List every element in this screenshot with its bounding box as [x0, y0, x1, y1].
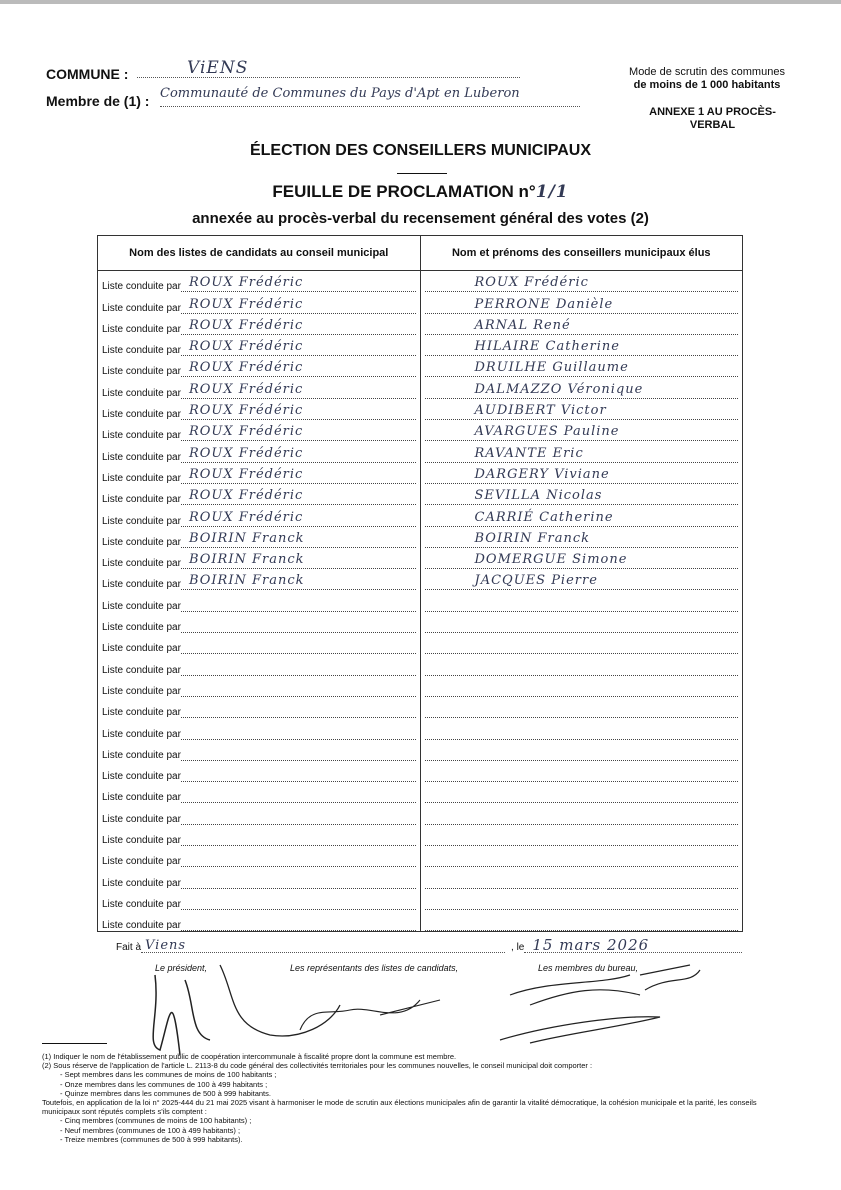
elected-cell: [420, 867, 743, 888]
elected-name: [425, 829, 739, 846]
row-prefix: Liste conduite par: [102, 558, 181, 570]
elected-name: RAVANTE Eric: [425, 446, 739, 463]
row-prefix: Liste conduite par: [102, 451, 181, 463]
bureau-signature-3: [500, 1017, 660, 1043]
row-prefix: Liste conduite par: [102, 877, 181, 889]
elected-name: [425, 765, 739, 782]
elected-cell: [420, 441, 743, 462]
row-prefix: Liste conduite par: [102, 366, 181, 378]
list-cell: [98, 697, 421, 718]
elected-table: [97, 235, 743, 932]
elected-cell: [420, 314, 743, 335]
table-row: [98, 420, 743, 441]
table-row: [98, 377, 743, 398]
table-row: [98, 654, 743, 675]
list-leader: [181, 744, 416, 761]
table-row: [98, 612, 743, 633]
footnote-2-item: - Quinze membres dans les communes de 500 à 999 habitants.: [60, 1088, 271, 1098]
elected-name: AUDIBERT Victor: [425, 403, 739, 420]
mode-scrutin-line2: de moins de 1 000 habitants: [633, 79, 781, 91]
list-leader: ROUX Frédéric: [181, 424, 416, 441]
membre-label: Membre de (1) :: [46, 93, 150, 109]
list-cell: [98, 335, 421, 356]
elected-cell: [420, 356, 743, 377]
subtitle-prefix: FEUILLE DE PROCLAMATION n°: [272, 182, 536, 201]
row-prefix: Liste conduite par: [102, 643, 181, 655]
elected-cell: [420, 548, 743, 569]
row-prefix: Liste conduite par: [102, 281, 181, 293]
footnotes: [42, 1052, 782, 1144]
row-prefix: Liste conduite par: [102, 387, 181, 399]
list-leader: [181, 914, 416, 931]
elected-name: DALMAZZO Véronique: [425, 382, 739, 399]
elected-cell: [420, 654, 743, 675]
elected-cell: [420, 420, 743, 441]
row-prefix: Liste conduite par: [102, 771, 181, 783]
list-cell: [98, 314, 421, 335]
list-leader: [181, 786, 416, 803]
elected-cell: [420, 590, 743, 611]
table-row: [98, 889, 743, 910]
table-row: [98, 335, 743, 356]
list-leader: [181, 829, 416, 846]
list-cell: [98, 463, 421, 484]
elected-cell: [420, 740, 743, 761]
table-row: [98, 569, 743, 590]
row-prefix: Liste conduite par: [102, 622, 181, 634]
table-row: [98, 463, 743, 484]
footnote-divider: [42, 1043, 107, 1044]
elected-cell: [420, 782, 743, 803]
footnote-2-item: - Sept membres dans les communes de moins de 100 habitants ;: [60, 1070, 277, 1080]
list-cell: [98, 612, 421, 633]
list-leader: ROUX Frédéric: [181, 275, 416, 292]
elected-name: BOIRIN Franck: [425, 531, 739, 548]
row-prefix: Liste conduite par: [102, 345, 181, 357]
elected-name: [425, 723, 739, 740]
elected-name: [425, 850, 739, 867]
row-prefix: Liste conduite par: [102, 813, 181, 825]
list-cell: [98, 633, 421, 654]
list-cell: [98, 910, 421, 932]
row-prefix: Liste conduite par: [102, 472, 181, 484]
scan-edge: [0, 0, 841, 4]
list-cell: [98, 377, 421, 398]
date-label: , le: [511, 942, 525, 953]
elected-name: [425, 786, 739, 803]
president-label: Le président,: [155, 963, 208, 973]
list-leader: ROUX Frédéric: [181, 510, 416, 527]
row-prefix: Liste conduite par: [102, 920, 181, 932]
elected-name: ROUX Frédéric: [425, 275, 739, 292]
row-prefix: Liste conduite par: [102, 536, 181, 548]
list-leader: ROUX Frédéric: [181, 446, 416, 463]
table-row: [98, 867, 743, 888]
list-leader: [181, 872, 416, 889]
elected-name: [425, 893, 739, 910]
table-row: [98, 505, 743, 526]
signatures: [100, 955, 760, 1055]
list-leader: [181, 723, 416, 740]
subtitle: annexée au procès-verbal du recensement général des votes (2): [192, 210, 649, 227]
list-leader: ROUX Frédéric: [181, 488, 416, 505]
document-title: ÉLECTION DES CONSEILLERS MUNICIPAUX: [249, 142, 592, 159]
row-prefix: Liste conduite par: [102, 685, 181, 697]
elected-name: [425, 637, 739, 654]
elected-name: AVARGUES Pauline: [425, 424, 739, 441]
annexe-label: ANNEXE 1 AU PROCÈS-VERBAL: [649, 106, 776, 131]
list-leader: ROUX Frédéric: [181, 318, 416, 335]
list-leader: [181, 595, 416, 612]
elected-name: [425, 914, 739, 931]
elected-cell: [420, 292, 743, 313]
row-prefix: Liste conduite par: [102, 835, 181, 847]
list-leader: ROUX Frédéric: [181, 297, 416, 314]
elected-cell: [420, 697, 743, 718]
elected-name: CARRIÉ Catherine: [425, 510, 739, 527]
mode-scrutin-line1: Mode de scrutin des communes: [629, 66, 785, 78]
list-cell: [98, 292, 421, 313]
table-row: [98, 633, 743, 654]
elected-cell: [420, 803, 743, 824]
table-row: [98, 825, 743, 846]
elected-cell: [420, 377, 743, 398]
elected-name: DARGERY Viviane: [425, 467, 739, 484]
table-row: [98, 697, 743, 718]
title-divider: [397, 173, 447, 174]
footnote-2: (2) Sous réserve de l'application de l'article L. 2113-8 du code général des collectivités territoriales pour les communes nouvelles, le conseil municipal doit comporter :: [42, 1061, 593, 1071]
elected-cell: [420, 825, 743, 846]
column-header-lists: Nom des listes de candidats au conseil municipal: [98, 236, 421, 271]
elected-cell: [420, 612, 743, 633]
elected-cell: [420, 676, 743, 697]
row-prefix: Liste conduite par: [102, 515, 181, 527]
elected-cell: [420, 718, 743, 739]
elected-name: DOMERGUE Simone: [425, 552, 739, 569]
list-leader: ROUX Frédéric: [181, 360, 416, 377]
list-cell: [98, 718, 421, 739]
elected-name: [425, 659, 739, 676]
table-row: [98, 846, 743, 867]
footnote-toutefois: Toutefois, en application de la loi n° 2025-444 du 21 mai 2025 visant à harmoniser le mode de scrutin aux élections municipales afin de garantir la vitalité démocratique, la cohésion municipale et la parité, les conseils municipaux sont réputés complets s'ils comptent :: [42, 1098, 757, 1117]
list-cell: [98, 825, 421, 846]
list-cell: [98, 356, 421, 377]
list-cell: [98, 889, 421, 910]
elected-name: DRUILHE Guillaume: [425, 360, 739, 377]
table-row: [98, 527, 743, 548]
elected-cell: [420, 463, 743, 484]
elected-name: SEVILLA Nicolas: [425, 488, 739, 505]
list-cell: [98, 441, 421, 462]
row-prefix: Liste conduite par: [102, 494, 181, 506]
elected-name: HILAIRE Catherine: [425, 339, 739, 356]
elected-cell: [420, 505, 743, 526]
footnote-t-item: - Cinq membres (communes de moins de 100 habitants) ;: [60, 1116, 252, 1126]
elected-name: [425, 808, 739, 825]
elected-cell: [420, 761, 743, 782]
footnote-1: (1) Indiquer le nom de l'établissement public de coopération intercommunale à fiscalité propre dont la commune est membre.: [42, 1052, 457, 1061]
list-leader: [181, 893, 416, 910]
table-row: [98, 441, 743, 462]
table-row: [98, 910, 743, 932]
elected-name: [425, 744, 739, 761]
elected-cell: [420, 484, 743, 505]
row-prefix: Liste conduite par: [102, 409, 181, 421]
elected-name: PERRONE Danièle: [425, 297, 739, 314]
elected-name: [425, 680, 739, 697]
row-prefix: Liste conduite par: [102, 707, 181, 719]
list-cell: [98, 782, 421, 803]
commune-label: COMMUNE :: [46, 66, 129, 82]
table-row: [98, 761, 743, 782]
representants-label: Les représentants des listes de candidats,: [290, 963, 459, 973]
elected-name: ARNAL René: [425, 318, 739, 335]
row-prefix: Liste conduite par: [102, 600, 181, 612]
elected-name: [425, 616, 739, 633]
table-row: [98, 782, 743, 803]
bureau-signatures: [510, 965, 700, 1005]
fait-label: Fait à: [116, 942, 142, 953]
table-row: [98, 356, 743, 377]
elected-cell: [420, 335, 743, 356]
list-cell: [98, 761, 421, 782]
list-leader: [181, 765, 416, 782]
row-prefix: Liste conduite par: [102, 898, 181, 910]
date-value: 15 mars 2026: [524, 936, 742, 953]
elected-cell: [420, 910, 743, 932]
list-cell: [98, 271, 421, 293]
row-prefix: Liste conduite par: [102, 664, 181, 676]
list-leader: BOIRIN Franck: [181, 552, 416, 569]
list-cell: [98, 803, 421, 824]
fait-place: Viens: [141, 938, 505, 953]
list-leader: [181, 808, 416, 825]
table-row: [98, 314, 743, 335]
row-prefix: Liste conduite par: [102, 430, 181, 442]
table-row: [98, 803, 743, 824]
row-prefix: Liste conduite par: [102, 579, 181, 591]
footnote-t-item: - Treize membres (communes de 500 à 999 habitants).: [60, 1134, 243, 1144]
column-header-elected: Nom et prénoms des conseillers municipaux élus: [420, 236, 743, 271]
list-leader: [181, 637, 416, 654]
elected-name: [425, 595, 739, 612]
row-prefix: Liste conduite par: [102, 792, 181, 804]
list-cell: [98, 399, 421, 420]
row-prefix: Liste conduite par: [102, 728, 181, 740]
president-signature: [153, 975, 210, 1055]
list-leader: [181, 659, 416, 676]
row-prefix: Liste conduite par: [102, 749, 181, 761]
elected-cell: [420, 846, 743, 867]
list-cell: [98, 569, 421, 590]
list-cell: [98, 867, 421, 888]
footnote-t-item: - Neuf membres (communes de 100 à 499 habitants) ;: [60, 1125, 241, 1135]
list-cell: [98, 484, 421, 505]
row-prefix: Liste conduite par: [102, 302, 181, 314]
list-cell: [98, 846, 421, 867]
list-leader: [181, 680, 416, 697]
list-cell: [98, 505, 421, 526]
list-cell: [98, 590, 421, 611]
table-row: [98, 271, 743, 293]
table-row: [98, 484, 743, 505]
elected-cell: [420, 527, 743, 548]
list-leader: ROUX Frédéric: [181, 339, 416, 356]
membre-value: Communauté de Communes du Pays d'Apt en Luberon: [160, 86, 580, 107]
list-leader: ROUX Frédéric: [181, 403, 416, 420]
signature-2: [220, 965, 340, 1036]
elected-name: [425, 701, 739, 718]
elected-cell: [420, 569, 743, 590]
commune-value: ViENS: [137, 58, 520, 78]
elected-name: JACQUES Pierre: [425, 573, 739, 590]
elected-cell: [420, 271, 743, 293]
elected-cell: [420, 399, 743, 420]
list-leader: ROUX Frédéric: [181, 382, 416, 399]
list-cell: [98, 654, 421, 675]
table-row: [98, 740, 743, 761]
table-row: [98, 548, 743, 569]
list-leader: [181, 701, 416, 718]
list-cell: [98, 420, 421, 441]
list-leader: BOIRIN Franck: [181, 573, 416, 590]
list-cell: [98, 676, 421, 697]
row-prefix: Liste conduite par: [102, 856, 181, 868]
table-row: [98, 292, 743, 313]
list-leader: BOIRIN Franck: [181, 531, 416, 548]
footnote-2-item: - Onze membres dans les communes de 100 à 499 habitants ;: [60, 1079, 268, 1089]
elected-cell: [420, 633, 743, 654]
list-cell: [98, 527, 421, 548]
table-row: [98, 718, 743, 739]
list-leader: ROUX Frédéric: [181, 467, 416, 484]
table-row: [98, 676, 743, 697]
bureau-label: Les membres du bureau,: [538, 963, 639, 973]
table-row: [98, 399, 743, 420]
list-leader: [181, 850, 416, 867]
table-row: [98, 590, 743, 611]
sheet-number: 1/1: [535, 182, 569, 202]
elected-name: [425, 872, 739, 889]
elected-cell: [420, 889, 743, 910]
list-cell: [98, 548, 421, 569]
list-cell: [98, 740, 421, 761]
row-prefix: Liste conduite par: [102, 323, 181, 335]
list-leader: [181, 616, 416, 633]
